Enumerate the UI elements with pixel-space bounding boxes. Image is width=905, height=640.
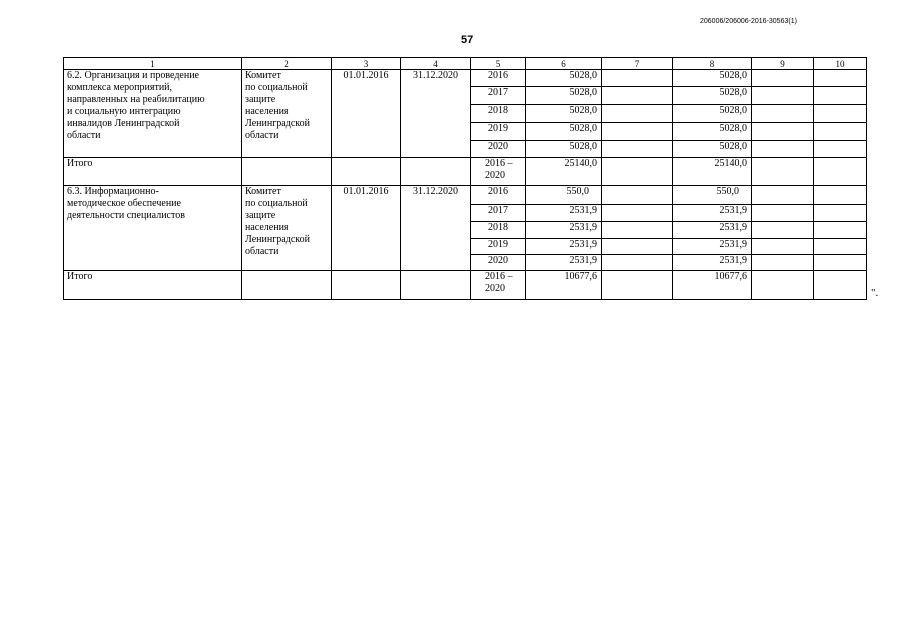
end-date: 31.12.2020 xyxy=(400,185,471,271)
amount-col6: 2531,9 xyxy=(525,254,602,271)
empty-col10 xyxy=(813,270,867,300)
empty-col2 xyxy=(241,270,332,300)
executor: Комитет по социальной защите населения Ленинградской области xyxy=(241,185,332,271)
empty-col7 xyxy=(601,238,673,255)
empty-col10 xyxy=(813,185,867,205)
closing-quote-mark: ". xyxy=(871,287,879,299)
empty-col7 xyxy=(601,270,673,300)
empty-col9 xyxy=(751,69,814,87)
empty-col9 xyxy=(751,221,814,239)
document-number: 206006/206006-2016-30563(1) xyxy=(700,18,797,25)
column-header-4: 4 xyxy=(400,57,471,70)
total-col8: 25140,0 xyxy=(672,157,752,186)
column-header-5: 5 xyxy=(470,57,526,70)
total-period: 2016 – 2020 xyxy=(470,157,526,186)
column-header-3: 3 xyxy=(331,57,401,70)
amount-col6: 2531,9 xyxy=(525,204,602,222)
year-cell: 2019 xyxy=(470,238,526,255)
program-table xyxy=(63,57,867,300)
section-name: 6.2. Организация и проведение комплекса мероприятий, направленных на реабилитацию и социальную интеграцию инвалидов Ленинградской области xyxy=(63,69,242,158)
empty-col9 xyxy=(751,254,814,271)
empty-col10 xyxy=(813,69,867,87)
amount-col8: 2531,9 xyxy=(672,238,752,255)
column-header-9: 9 xyxy=(751,57,814,70)
empty-col7 xyxy=(601,122,673,141)
amount-col6: 2531,9 xyxy=(525,238,602,255)
empty-col2 xyxy=(241,157,332,186)
amount-col6: 550,0 xyxy=(525,185,602,205)
empty-col9 xyxy=(751,104,814,123)
amount-col6: 2531,9 xyxy=(525,221,602,239)
total-col6: 25140,0 xyxy=(525,157,602,186)
empty-col7 xyxy=(601,254,673,271)
amount-col8: 5028,0 xyxy=(672,140,752,158)
year-cell: 2018 xyxy=(470,221,526,239)
column-header-10: 10 xyxy=(813,57,867,70)
section-name: 6.3. Информационно- методическое обеспечение деятельности специалистов xyxy=(63,185,242,271)
empty-col9 xyxy=(751,270,814,300)
empty-col10 xyxy=(813,140,867,158)
column-header-2: 2 xyxy=(241,57,332,70)
empty-col7 xyxy=(601,221,673,239)
empty-col7 xyxy=(601,185,673,205)
empty-col9 xyxy=(751,185,814,205)
empty-col10 xyxy=(813,104,867,123)
year-cell: 2020 xyxy=(470,254,526,271)
year-cell: 2017 xyxy=(470,204,526,222)
amount-col6: 5028,0 xyxy=(525,104,602,123)
amount-col8: 5028,0 xyxy=(672,104,752,123)
empty-col3 xyxy=(331,270,401,300)
column-header-8: 8 xyxy=(672,57,752,70)
total-col8: 10677,6 xyxy=(672,270,752,300)
empty-col9 xyxy=(751,140,814,158)
empty-col10 xyxy=(813,238,867,255)
year-cell: 2016 xyxy=(470,69,526,87)
empty-col4 xyxy=(400,270,471,300)
page-number: 57 xyxy=(461,34,474,46)
amount-col8: 550,0 xyxy=(672,185,752,205)
amount-col8: 2531,9 xyxy=(672,254,752,271)
amount-col6: 5028,0 xyxy=(525,69,602,87)
total-label: Итого xyxy=(63,157,242,186)
empty-col9 xyxy=(751,238,814,255)
empty-col10 xyxy=(813,86,867,105)
total-label: Итого xyxy=(63,270,242,300)
year-cell: 2016 xyxy=(470,185,526,205)
amount-col8: 2531,9 xyxy=(672,204,752,222)
column-header-7: 7 xyxy=(601,57,673,70)
empty-col7 xyxy=(601,69,673,87)
empty-col9 xyxy=(751,86,814,105)
amount-col6: 5028,0 xyxy=(525,122,602,141)
start-date: 01.01.2016 xyxy=(331,69,401,158)
start-date: 01.01.2016 xyxy=(331,185,401,271)
empty-col9 xyxy=(751,122,814,141)
empty-col7 xyxy=(601,204,673,222)
empty-col10 xyxy=(813,221,867,239)
empty-col9 xyxy=(751,204,814,222)
end-date: 31.12.2020 xyxy=(400,69,471,158)
empty-col10 xyxy=(813,254,867,271)
column-header-6: 6 xyxy=(525,57,602,70)
year-cell: 2017 xyxy=(470,86,526,105)
amount-col6: 5028,0 xyxy=(525,140,602,158)
empty-col3 xyxy=(331,157,401,186)
total-period: 2016 – 2020 xyxy=(470,270,526,300)
amount-col8: 2531,9 xyxy=(672,221,752,239)
empty-col7 xyxy=(601,157,673,186)
total-col6: 10677,6 xyxy=(525,270,602,300)
empty-col10 xyxy=(813,122,867,141)
amount-col6: 5028,0 xyxy=(525,86,602,105)
amount-col8: 5028,0 xyxy=(672,86,752,105)
year-cell: 2018 xyxy=(470,104,526,123)
executor: Комитет по социальной защите населения Ленинградской области xyxy=(241,69,332,158)
empty-col10 xyxy=(813,204,867,222)
year-cell: 2019 xyxy=(470,122,526,141)
empty-col9 xyxy=(751,157,814,186)
empty-col7 xyxy=(601,86,673,105)
year-cell: 2020 xyxy=(470,140,526,158)
amount-col8: 5028,0 xyxy=(672,69,752,87)
empty-col4 xyxy=(400,157,471,186)
empty-col10 xyxy=(813,157,867,186)
empty-col7 xyxy=(601,140,673,158)
empty-col7 xyxy=(601,104,673,123)
column-header-1: 1 xyxy=(63,57,242,70)
amount-col8: 5028,0 xyxy=(672,122,752,141)
